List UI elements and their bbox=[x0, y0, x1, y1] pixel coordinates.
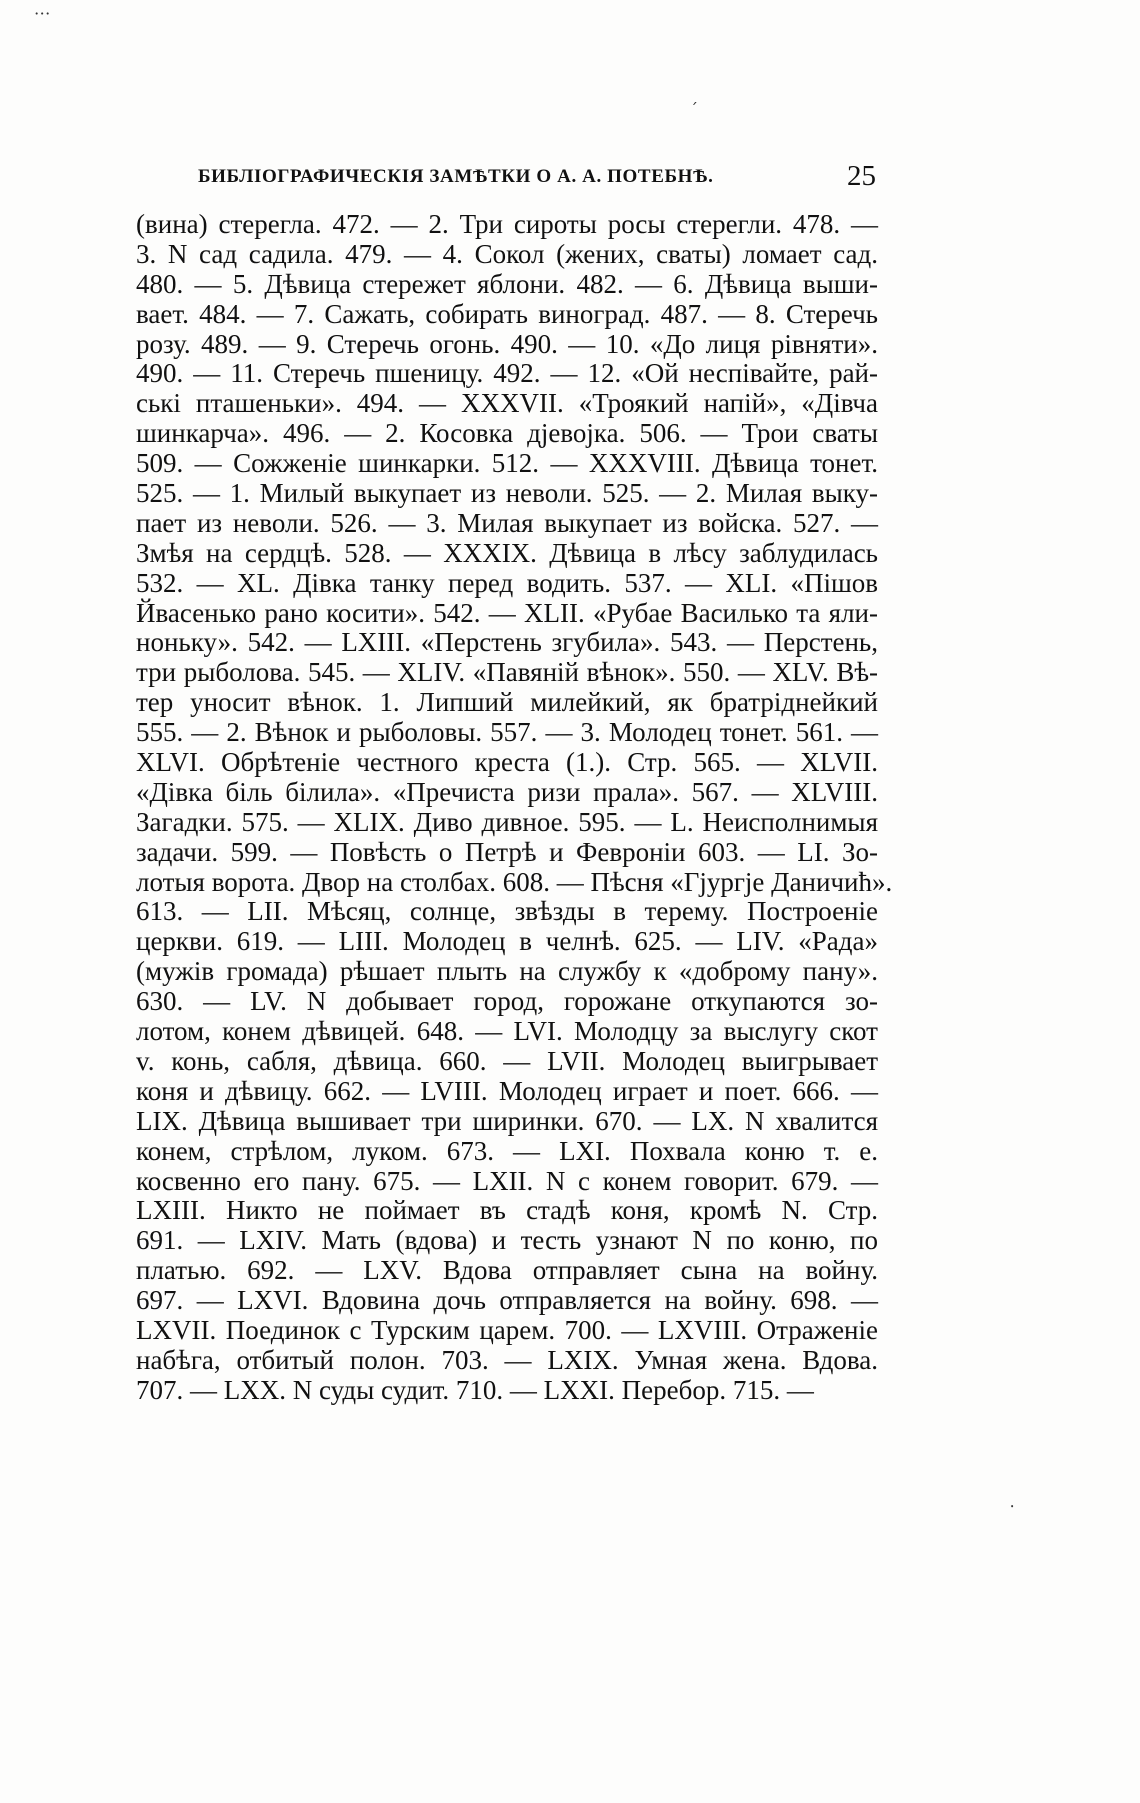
text-line: (вина) стерегла. 472. — 2. Три сироты росы стерегли. 478. — bbox=[136, 209, 878, 239]
text-line: 613. — LII. Мѣсяц, солнце, звѣзды в терему. Построеніе bbox=[136, 896, 878, 927]
text-line: вает. 484. — 7. Сажать, собирать виноград. 487. — 8. Стеречь bbox=[136, 298, 878, 329]
text-line: 480. — 5. Дѣвица стережет яблони. 482. — 6. Дѣвица выши- bbox=[136, 268, 878, 299]
text-line: LIX. Дѣвица вышивает три ширинки. 670. — LX. N хвалится bbox=[136, 1105, 878, 1136]
scan-speck: ⋅⋅⋅ bbox=[34, 4, 51, 23]
running-title: БИБЛІОГРАФИЧЕСКІЯ ЗАМѢТКИ О А. А. ПОТЕБНѢ. bbox=[198, 166, 714, 187]
text-line: платью. 692. — LXV. Вдова отправляет сына на войну. bbox=[136, 1255, 878, 1286]
text-line: розу. 489. — 9. Стеречь огонь. 490. — 10. «До лиця рівняти». bbox=[136, 328, 878, 359]
text-line: конем, стрѣлом, луком. 673. — LXI. Похвала коню т. е. bbox=[136, 1135, 878, 1166]
text-line: LXIII. Никто не поймает въ стадѣ коня, кромѣ N. Стр. bbox=[136, 1195, 878, 1226]
text-line: 697. — LXVI. Вдовина дочь отправляется на войну. 698. — bbox=[136, 1285, 878, 1316]
text-line: 490. — 11. Стеречь пшеницу. 492. — 12. «Ой неспівайте, рай- bbox=[136, 358, 878, 389]
text-line: три рыболова. 545. — XLIV. «Павяній вѣнок». 550. — XLV. Вѣ- bbox=[136, 657, 878, 688]
text-line: Загадки. 575. — XLIX. Диво дивное. 595. — L. Неисполнимыя bbox=[136, 806, 878, 837]
text-line: косвенно его пану. 675. — LXII. N с конем говорит. 679. — bbox=[136, 1165, 878, 1196]
text-line: лотыя ворота. Двор на столбах. 608. — Пѣсня «Гјургје Даничић». bbox=[136, 866, 893, 897]
text-line: 555. — 2. Вѣнок и рыболовы. 557. — 3. Молодец тонет. 561. — bbox=[136, 717, 878, 748]
text-line: LXVII. Поединок с Турским царем. 700. — LXVIII. Отраженіе bbox=[136, 1314, 878, 1345]
text-line: лотом, конем дѣвицей. 648. — LVI. Молодцу за выслугу скот bbox=[136, 1016, 878, 1047]
text-line: коня и дѣвицу. 662. — LVIII. Молодец играет и поет. 666. — bbox=[136, 1075, 878, 1106]
text-line: пает из неволи. 526. — 3. Милая выкупает из войска. 527. — bbox=[136, 507, 878, 538]
text-line: тер уносит вѣнок. 1. Липший милейкий, як братріднейкий bbox=[136, 687, 878, 718]
text-line: (мужів громада) рѣшает плыть на службу к «доброму пану». bbox=[136, 956, 878, 987]
text-line: ські пташеньки». 494. — XXXVII. «Троякий напій», «Дівча bbox=[136, 388, 878, 419]
text-line: v. конь, сабля, дѣвица. 660. — LVII. Молодец выигрывает bbox=[136, 1045, 878, 1076]
text-line: 630. — LV. N добывает город, горожане откупаются зо- bbox=[136, 986, 878, 1017]
scan-speck: ⸱ bbox=[1010, 1497, 1015, 1516]
text-line: шинкарча». 496. — 2. Косовка дјевојка. 506. — Трои сваты bbox=[136, 418, 878, 449]
text-line: 532. — XL. Дівка танку перед водить. 537. — XLI. «Пішов bbox=[136, 567, 878, 598]
text-line: Йвасенько рано косити». 542. — XLII. «Рубае Василько та яли- bbox=[136, 597, 878, 628]
text-line: 509. — Сожженіе шинкарки. 512. — XXXVIII. Дѣвица тонет. bbox=[136, 448, 878, 479]
page-number: 25 bbox=[847, 160, 876, 192]
text-line: 691. — LXIV. Мать (вдова) и тесть узнают N по коню, по bbox=[136, 1225, 878, 1256]
scan-speck: ´ bbox=[690, 100, 698, 119]
body-text bbox=[136, 209, 893, 1406]
text-line: ноньку». 542. — LXIII. «Перстень згубила». 543. — Перстень, bbox=[136, 627, 878, 658]
text-line: 3. N сад садила. 479. — 4. Сокол (жених, сваты) ломает сад. bbox=[136, 238, 878, 269]
text-line: XLVI. Обрѣтеніе честного креста (1.). Стр. 565. — XLVII. bbox=[136, 747, 878, 778]
text-line: набѣга, отбитый полон. 703. — LXIX. Умная жена. Вдова. bbox=[136, 1344, 878, 1375]
text-line: «Дівка біль білила». «Пречиста ризи прала». 567. — XLVIII. bbox=[136, 776, 878, 807]
text-line: задачи. 599. — Повѣсть о Петрѣ и Февроніи 603. — LI. Зо- bbox=[136, 836, 878, 867]
text-line: церкви. 619. — LIII. Молодец в челнѣ. 625. — LIV. «Рада» bbox=[136, 926, 878, 957]
running-head bbox=[198, 160, 876, 200]
text-line: 707. — LXX. N суды судит. 710. — LXXI. Перебор. 715. — bbox=[136, 1374, 814, 1405]
text-line: Змѣя на сердцѣ. 528. — XXXIX. Дѣвица в лѣсу заблудилась bbox=[136, 537, 878, 568]
text-line: 525. — 1. Милый выкупает из неволи. 525. — 2. Милая выку- bbox=[136, 478, 878, 509]
